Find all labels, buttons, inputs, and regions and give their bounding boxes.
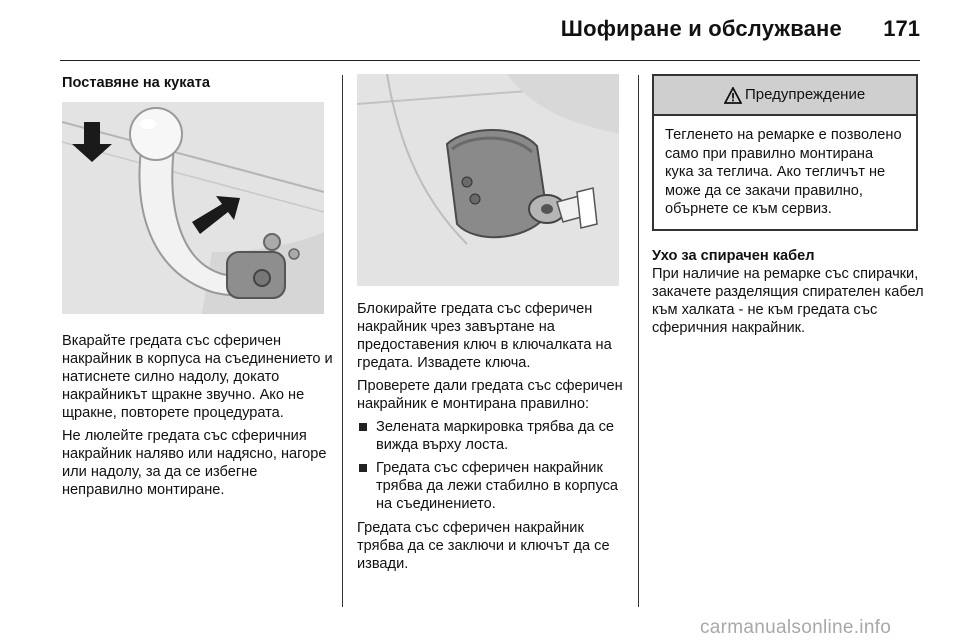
column-divider-1 (342, 75, 343, 607)
figure-hook-lock (357, 74, 619, 286)
chapter-title: Шофиране и обслужване (560, 16, 842, 41)
page-header (0, 0, 960, 56)
column-3 (652, 74, 924, 342)
section-title-brake-cable: Ухо за спирачен кабел (652, 247, 815, 264)
paragraph-check-installation: Проверете дали гредата със сферичен накрайник е монтирана правилно: (357, 378, 623, 412)
check-list (357, 418, 629, 513)
paragraph-lock-instructions: Блокирайте гредата със сферичен накрайник чрез завъртане на предоставения ключ в ключалката на гредата. Извадете ключа. (357, 301, 612, 371)
bullet-square-icon (359, 423, 367, 431)
paragraph-brake-cable: При наличие на ремарке със спирачки, закачете разделящия спирателен кабел към халката - не към гредата със сферичния накрайник. (652, 265, 924, 336)
column-1 (62, 74, 334, 504)
warning-header (654, 76, 916, 116)
watermark-text: carmanualsonline.info (700, 617, 892, 638)
list-item-text: Зелената маркировка трябва да се вижда върху лоста. (376, 419, 615, 453)
paragraph-lock-remove-key: Гредата със сферичен накрайник трябва да се заключи и ключът да се извади. (357, 520, 610, 572)
bullet-square-icon (359, 464, 367, 472)
list-item (357, 418, 629, 454)
warning-box (652, 74, 918, 231)
header-divider (60, 60, 920, 61)
column-2 (357, 74, 629, 578)
page-number: 171 (883, 16, 920, 41)
section-title-insert-hook: Поставяне на куката (62, 75, 210, 91)
warning-text: Тегленето на ремарке е позволено само при правилно монтирана кука за теглича. Ако тегличът не може да се закачи правилно, обърнете се към сервиз. (665, 127, 902, 217)
tow-hook-illustration (62, 102, 324, 314)
figure-hook-insertion (62, 102, 324, 314)
warning-triangle-icon (724, 87, 742, 104)
paragraph-no-rocking: Не люлейте гредата със сферичния накрайник наляво или надясно, нагоре или надолу, за да се избегне неправилно монтиране. (62, 428, 327, 498)
list-item-text: Гредата със сферичен накрайник трябва да лежи стабилно в корпуса на съединението. (376, 460, 619, 512)
lock-key-illustration (357, 74, 619, 286)
warning-title: Предупреждение (745, 86, 866, 103)
column-divider-2 (638, 75, 639, 607)
paragraph-insert-instructions: Вкарайте гредата със сферичен накрайник в корпуса на съединението и натиснете силно надолу, докато накрайникът щракне звучно. Ако не щракне, повторете процедурата. (62, 333, 333, 421)
list-item (357, 459, 629, 513)
